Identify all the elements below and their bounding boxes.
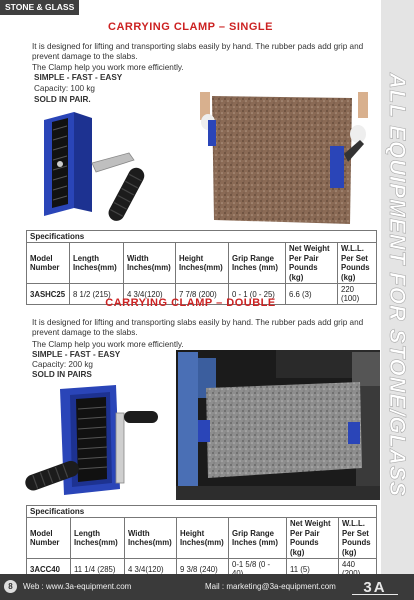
table-cell: 3ASHC25 bbox=[27, 284, 70, 305]
column-header: Length Inches(mm) bbox=[71, 518, 125, 559]
category-badge: STONE & GLASS bbox=[0, 0, 79, 15]
email-link[interactable]: Mail : marketing@3a-equipment.com bbox=[205, 582, 336, 591]
section-title-single: CARRYING CLAMP – SINGLE bbox=[108, 21, 273, 33]
double-clamp-in-use-photo bbox=[176, 350, 380, 500]
capacity-double: Capacity: 200 kg bbox=[32, 360, 93, 369]
footer-bar bbox=[0, 574, 414, 600]
website-link[interactable]: Web : www.3a-equipment.com bbox=[23, 582, 132, 591]
column-header: W.L.L. Per Set Pounds (kg) bbox=[339, 518, 377, 559]
spec-table-title: Specifications bbox=[27, 231, 377, 243]
column-header: Width Inches(mm) bbox=[124, 243, 176, 284]
column-header: Width Inches(mm) bbox=[125, 518, 177, 559]
section-title-double: CARRYING CLAMP – DOUBLE bbox=[105, 297, 276, 309]
page-number: 8 bbox=[4, 580, 17, 593]
table-cell: 9 3/8 (240) bbox=[177, 559, 229, 580]
description-double: It is designed for lifting and transporting slabs easily by hand. The rubber pads add grip and prevent damage to the slabs. bbox=[32, 318, 364, 338]
table-cell: 4 3/4(120) bbox=[125, 559, 177, 580]
sale-note-single: SOLD IN PAIR. bbox=[34, 95, 91, 104]
company-logo bbox=[350, 578, 400, 596]
column-header: Height Inches(mm) bbox=[177, 518, 229, 559]
column-header: Grip Range Inches (mm) bbox=[229, 518, 287, 559]
table-cell: 220 (100) bbox=[338, 284, 377, 305]
column-header: Model Number bbox=[27, 243, 70, 284]
column-header: Length Inches(mm) bbox=[70, 243, 124, 284]
table-cell: 11 1/4 (285) bbox=[71, 559, 125, 580]
tagline-single: SIMPLE - FAST - EASY bbox=[34, 73, 123, 82]
spec-table-title: Specifications bbox=[27, 506, 377, 518]
table-cell: 0-1 5/8 (0 - bbox=[229, 559, 287, 580]
table-cell: 7 7/8 (200) bbox=[176, 284, 229, 305]
efficiency-note-double: The Clamp help you work more efficiently. bbox=[32, 340, 184, 349]
description-single: It is designed for lifting and transporting slabs easily by hand. The rubber pads add grip and prevent damage to the slabs. bbox=[32, 42, 364, 62]
column-header: Net Weight Per Pair Pounds (kg) bbox=[286, 243, 338, 284]
spec-table-double bbox=[26, 505, 377, 580]
table-cell: 6.6 (3) bbox=[286, 284, 338, 305]
spec-table-single bbox=[26, 230, 377, 305]
table-header-row bbox=[27, 243, 377, 284]
table-cell: 11 (5) bbox=[287, 559, 339, 580]
table-cell: 0 - 1 (0 - 25) bbox=[229, 284, 286, 305]
column-header: Model Number bbox=[27, 518, 71, 559]
tagline-double: SIMPLE - FAST - EASY bbox=[32, 350, 121, 359]
column-header: W.L.L. Per Set Pounds (kg) bbox=[338, 243, 377, 284]
single-clamp-in-use-photo bbox=[200, 92, 370, 228]
column-header: Grip Range Inches (mm) bbox=[229, 243, 286, 284]
side-banner-text: ALL EQUIPMENT FOR STONE/GLASS bbox=[385, 72, 410, 498]
capacity-single: Capacity: 100 kg bbox=[34, 84, 95, 93]
sale-note-double: SOLD IN PAIRS bbox=[32, 370, 92, 379]
double-clamp-photo bbox=[24, 383, 164, 503]
efficiency-note-single: The Clamp help you work more efficiently. bbox=[32, 63, 184, 72]
table-cell: 440 bbox=[339, 559, 377, 580]
logo-text: 3A bbox=[363, 579, 387, 596]
single-clamp-photo bbox=[34, 108, 154, 228]
table-cell: 8 1/2 (215) bbox=[70, 284, 124, 305]
table-cell: 3ACC40 bbox=[27, 559, 71, 580]
table-header-row bbox=[27, 518, 377, 559]
column-header: Height Inches(mm) bbox=[176, 243, 229, 284]
column-header: Net Weight Per Pair Pounds (kg) bbox=[287, 518, 339, 559]
table-cell: 4 3/4(120) bbox=[124, 284, 176, 305]
